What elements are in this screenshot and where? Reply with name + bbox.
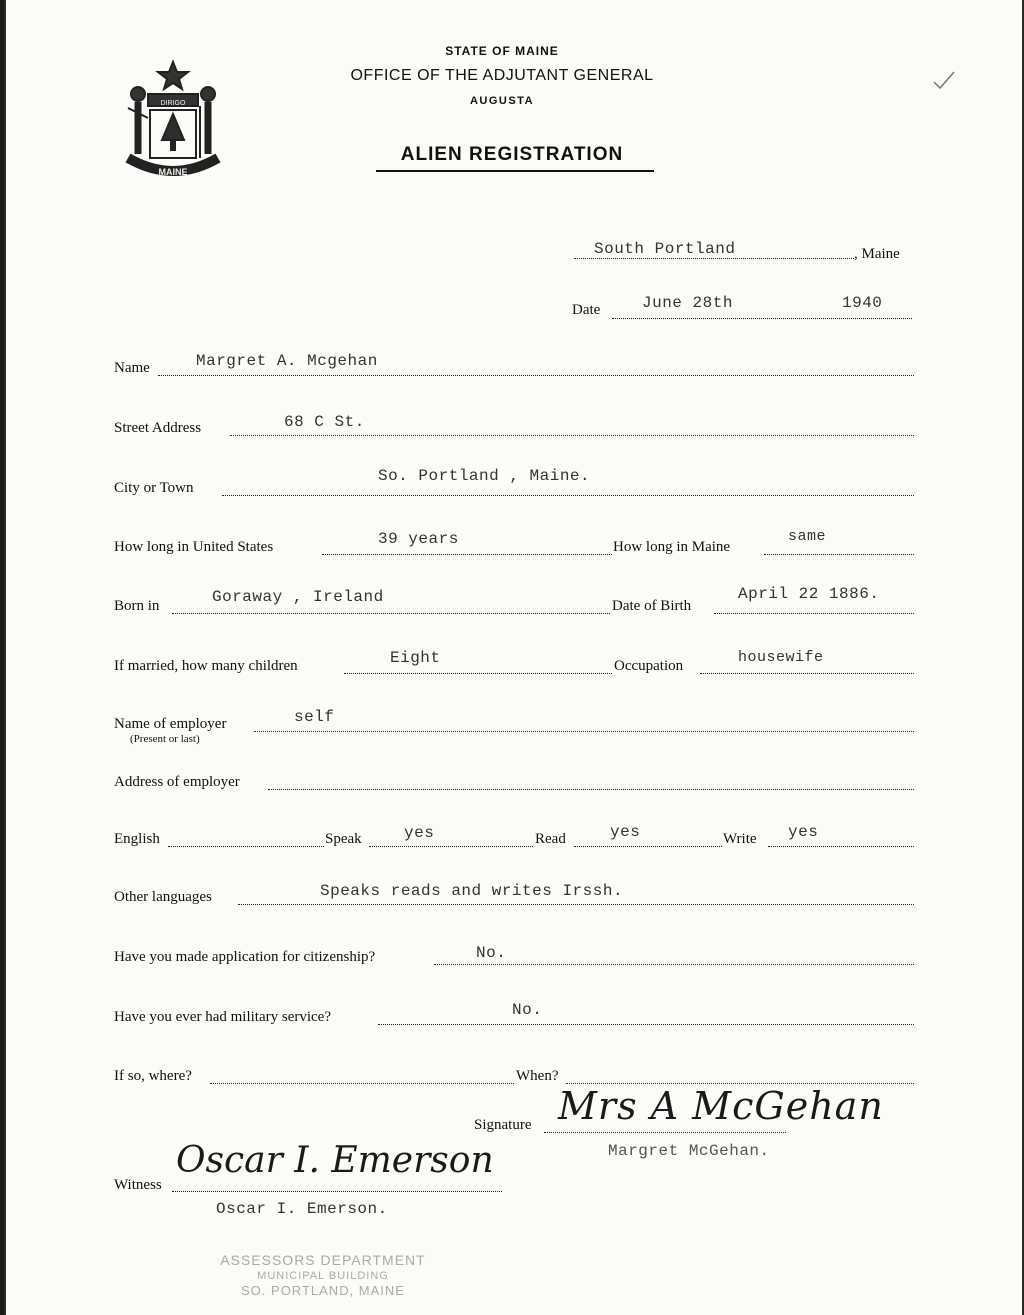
us-time-label: How long in United States	[114, 539, 274, 555]
other-languages-label: Other languages	[114, 889, 212, 905]
children-label: If married, how many children	[114, 658, 298, 674]
employer-label: Name of employer	[114, 716, 227, 732]
witness-signature: Oscar I. Emerson	[176, 1140, 494, 1181]
name-label: Name	[114, 360, 150, 376]
city-value: So. Portland , Maine.	[378, 467, 591, 485]
other-languages-value: Speaks reads and writes Irssh.	[320, 882, 624, 900]
stamp-line-1: ASSESSORS DEPARTMENT	[220, 1252, 426, 1268]
city-label: City or Town	[114, 480, 194, 496]
witness-label: Witness	[114, 1177, 162, 1193]
check-mark-icon	[932, 70, 956, 90]
office-heading: OFFICE OF THE ADJUTANT GENERAL	[350, 67, 654, 84]
seal-motto: DIRIGO	[160, 100, 186, 107]
title-underline	[376, 170, 654, 172]
city-heading: AUGUSTA	[469, 95, 535, 107]
stamp-line-3: SO. PORTLAND, MAINE	[241, 1283, 405, 1298]
citizenship-label: Have you made application for citizenship?	[114, 949, 376, 965]
date-day: June 28th	[642, 294, 733, 312]
write-value: yes	[788, 823, 819, 841]
write-label: Write	[723, 831, 757, 847]
military-value: No.	[512, 1001, 543, 1019]
citizenship-value: No.	[476, 944, 507, 962]
street-value: 68 C St.	[284, 413, 365, 431]
children-value: Eight	[390, 649, 441, 667]
registration-form	[4, 0, 1024, 1315]
stamp-line-2: MUNICIPAL BUILDING	[257, 1270, 389, 1282]
witness-typed-name: Oscar I. Emerson.	[216, 1200, 388, 1218]
dob-value: April 22 1886.	[738, 585, 880, 603]
dob-label: Date of Birth	[612, 598, 692, 614]
when-label: When?	[516, 1068, 559, 1084]
date-label: Date	[572, 302, 601, 318]
occupation-value: housewife	[738, 649, 824, 666]
name-value: Margret A. Mcgehan	[196, 352, 378, 370]
employer-sublabel: (Present or last)	[130, 733, 200, 745]
form-title: ALIEN REGISTRATION	[400, 144, 624, 165]
speak-label: Speak	[325, 831, 362, 847]
born-label: Born in	[114, 598, 160, 614]
read-value: yes	[610, 823, 641, 841]
read-label: Read	[535, 831, 566, 847]
signature-label: Signature	[474, 1117, 532, 1133]
us-time-value: 39 years	[378, 530, 459, 548]
english-label: English	[114, 831, 160, 847]
applicant-signature: Mrs A McGehan	[558, 1084, 884, 1128]
applicant-typed-name: Margret McGehan.	[608, 1142, 770, 1160]
employer-value: self	[294, 708, 335, 726]
date-year: 1940	[842, 294, 883, 312]
place-suffix: , Maine	[854, 246, 900, 262]
place-value: South Portland	[594, 240, 736, 258]
street-label: Street Address	[114, 420, 202, 436]
seal-label: MAINE	[158, 167, 188, 177]
where-label: If so, where?	[114, 1068, 192, 1084]
speak-value: yes	[404, 824, 435, 842]
assessors-stamp	[198, 1252, 448, 1298]
military-label: Have you ever had military service?	[114, 1009, 331, 1025]
state-seal	[114, 58, 232, 188]
maine-time-label: How long in Maine	[613, 539, 731, 555]
state-heading: STATE OF MAINE	[445, 44, 559, 58]
occupation-label: Occupation	[614, 658, 684, 674]
maine-time-value: same	[788, 528, 827, 545]
born-value: Goraway , Ireland	[212, 588, 384, 606]
employer-address-label: Address of employer	[114, 774, 240, 790]
